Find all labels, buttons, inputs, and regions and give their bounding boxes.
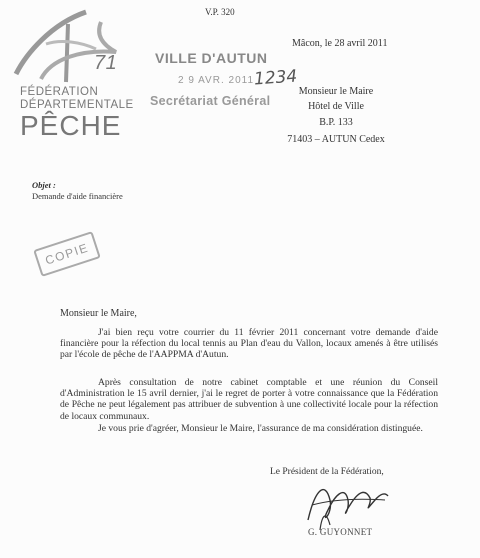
body-paragraph <box>60 423 438 434</box>
logo-line-departementale: DÉPARTEMENTALE <box>20 99 134 111</box>
place-date: Mâcon, le 28 avril 2011 <box>292 38 388 49</box>
subject-text: Demande d'aide financière <box>32 191 123 201</box>
copy-stamp <box>33 231 101 277</box>
recipient-line: 71403 – AUTUN Cedex <box>287 134 385 145</box>
body-paragraph <box>60 377 438 422</box>
fish-logo-icon <box>6 4 146 89</box>
vp-reference: V.P. 320 <box>205 7 235 17</box>
stamp-service: Secrétariat Général <box>150 94 271 108</box>
logo-line-federation: FÉDÉRATION <box>20 86 99 98</box>
signature-name: G. GUYONNET <box>308 527 373 537</box>
recipient-line: B.P. 133 <box>319 117 353 128</box>
stamp-city: VILLE D'AUTUN <box>155 50 268 66</box>
salutation: Monsieur le Maire, <box>60 308 137 319</box>
federation-logo <box>6 4 146 139</box>
stamp-number: 1234 <box>253 66 298 90</box>
signature-title: Le Président de la Fédération, <box>270 467 384 477</box>
stamp-date: 2 9 AVR. 2011 <box>178 75 255 86</box>
handwritten-signature <box>300 470 390 535</box>
paragraph-text: Après consultation de notre cabinet comptable et une réunion du Conseil d'Administration le 15 avril dernier, j'ai le regret de porter à votre connaissance que la Fédération de Pêche ne peut légalement pas attribuer de subvention à une collectivité locale pour la réfection de locaux communaux. <box>60 377 438 422</box>
body-paragraph <box>60 327 438 361</box>
paragraph-text: Je vous prie d'agréer, Monsieur le Maire, l'assurance de ma considération distinguée. <box>98 423 423 434</box>
paragraph-text: J'ai bien reçu votre courrier du 11 février 2011 concernant votre demande d'aide financière pour la réfection du local tennis au Plan d'eau du Vallon, locaux amenés à être utilisés par l'école de pêche de l'AAPPMA d'Autun. <box>60 327 438 361</box>
logo-line-peche: PÊCHE <box>20 110 122 141</box>
copy-stamp-label: COPIE <box>43 240 91 268</box>
recipient-line: Hôtel de Ville <box>308 101 364 112</box>
recipient-line: Monsieur le Maire <box>298 86 374 97</box>
subject-label: Objet : <box>32 180 56 190</box>
logo-number: 71 <box>94 52 118 74</box>
